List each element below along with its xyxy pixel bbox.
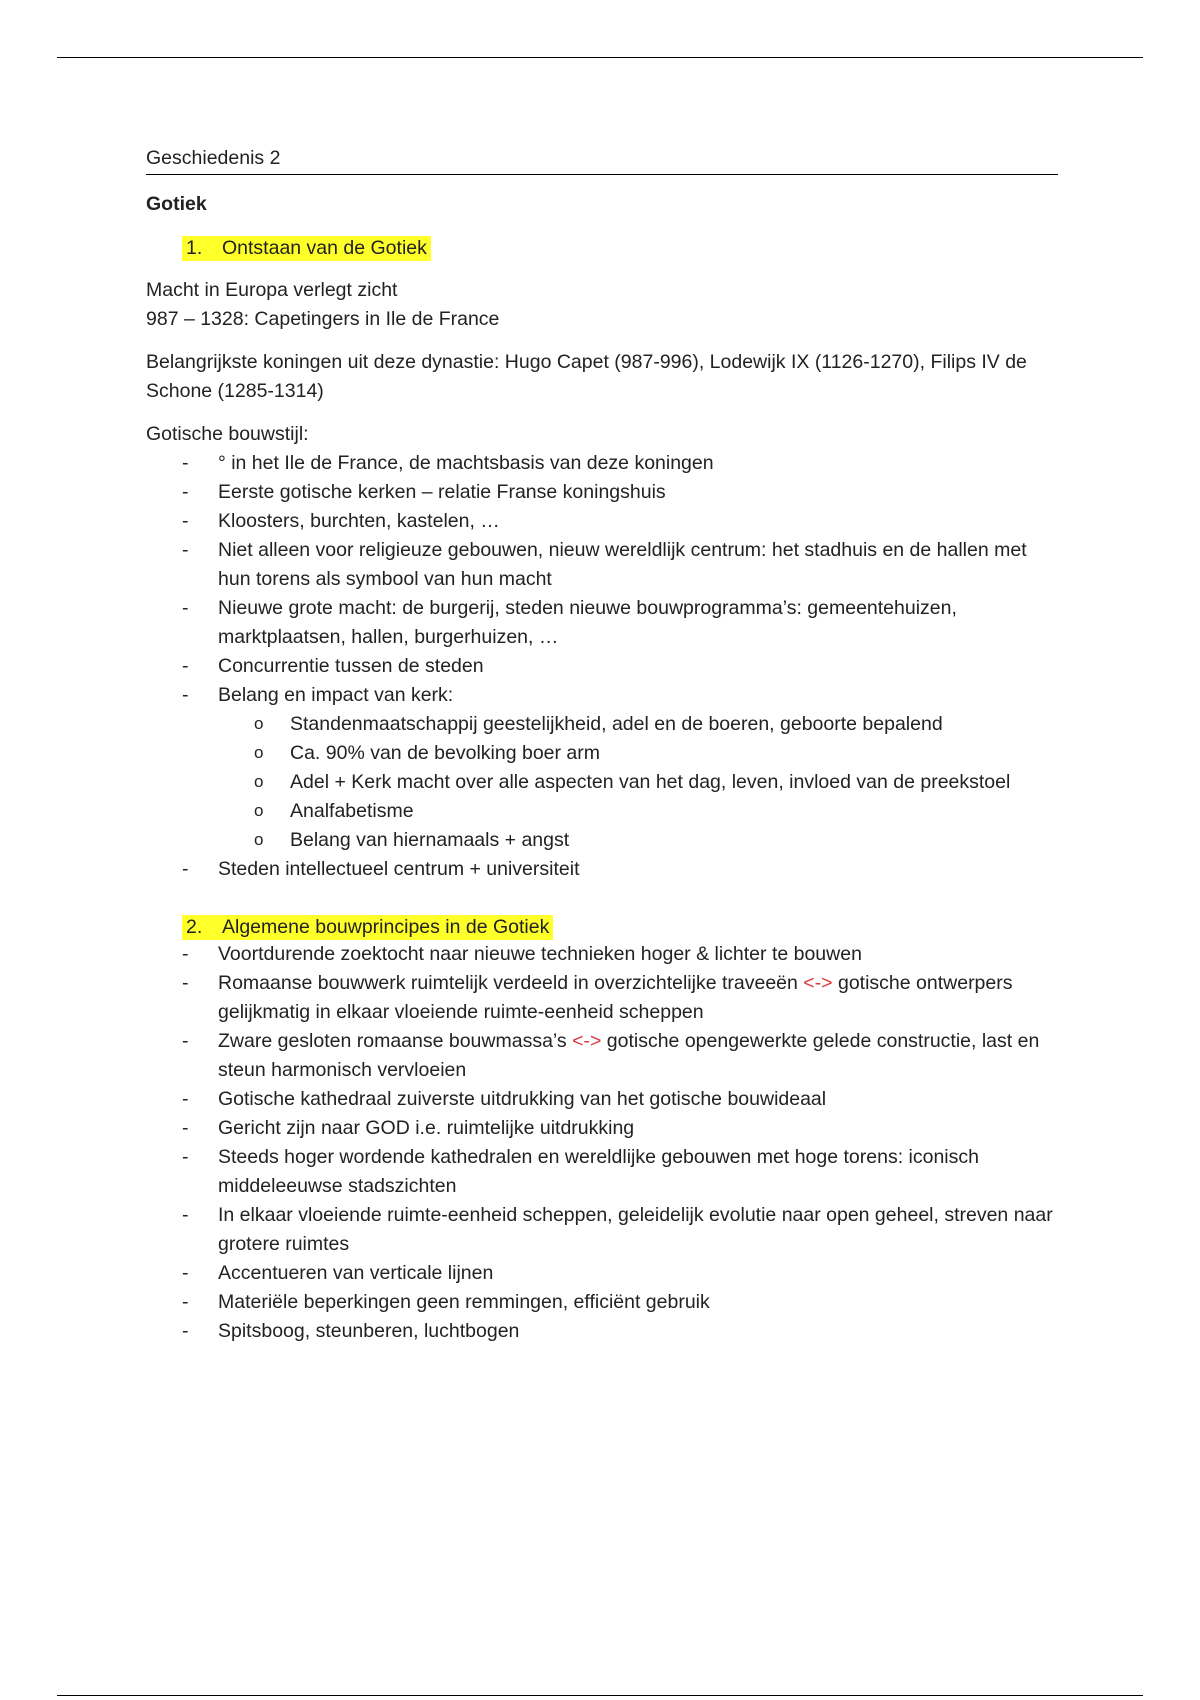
section-1-highlight: [182, 236, 431, 261]
sub-list-item: o Analfabetisme: [218, 797, 1058, 826]
list-item: - Voortdurende zoektocht naar nieuwe technieken hoger & lichter te bouwen: [146, 940, 1058, 969]
list-item: - Steeds hoger wordende kathedralen en wereldlijke gebouwen met hoge torens: iconisch middeleeuwse stadszichten: [146, 1143, 1058, 1201]
list-item: - Nieuwe grote macht: de burgerij, steden nieuwe bouwprogramma’s: gemeentehuizen, marktplaatsen, hallen, burgerhuizen, …: [146, 594, 1058, 652]
document-title: Gotiek: [146, 193, 207, 215]
list-item: [146, 1027, 1058, 1085]
list-item: - Concurrentie tussen de steden: [146, 652, 1058, 681]
list-item-church: [146, 681, 1058, 855]
sub-list-item: o Belang van hiernamaals + angst: [218, 826, 1058, 855]
contrast-arrow: <->: [803, 972, 833, 994]
page-top-rule: [57, 57, 1143, 58]
list-item-text: gotische opengewerkte gelede constructie, last en steun harmonisch vervloeien: [218, 1030, 1040, 1081]
page-bottom-rule: [57, 1695, 1143, 1696]
list-item: - Accentueren van verticale lijnen: [146, 1259, 1058, 1288]
kings-paragraph: Belangrijkste koningen uit deze dynastie: Hugo Capet (987-996), Lodewijk IX (1126-1270), Filips IV de Schone (1285-1314): [146, 351, 1027, 402]
list-item: - Materiële beperkingen geen remmingen, efficiënt gebruik: [146, 1288, 1058, 1317]
list-item: - ° in het Ile de France, de machtsbasis van deze koningen: [146, 449, 1058, 478]
list-item: - Gotische kathedraal zuiverste uitdrukking van het gotische bouwideaal: [146, 1085, 1058, 1114]
list-item: - In elkaar vloeiende ruimte-eenheid scheppen, geleidelijk evolutie naar open geheel, streven naar grotere ruimtes: [146, 1201, 1058, 1259]
list-item-text: Romaanse bouwwerk ruimtelijk verdeeld in overzichtelijke traveeën: [218, 972, 804, 994]
sub-list-item: o Standenmaatschappij geestelijkheid, adel en de boeren, geboorte bepalend: [218, 710, 1058, 739]
section-1-list: [146, 449, 1058, 884]
section-1-number: 1.: [186, 237, 203, 259]
sub-list-item: o Ca. 90% van de bevolking boer arm: [218, 739, 1058, 768]
style-label: Gotische bouwstijl:: [146, 423, 309, 445]
section-1-title: Ontstaan van de Gotiek: [222, 237, 427, 259]
sub-list-item: o Adel + Kerk macht over alle aspecten van het dag, leven, invloed van de preekstoel: [218, 768, 1058, 797]
list-item: [146, 969, 1058, 1027]
section-2-list: [146, 940, 1058, 1346]
intro-line-1: Macht in Europa verlegt zicht: [146, 279, 398, 301]
list-item-label: Belang en impact van kerk:: [218, 684, 454, 706]
section-2-title: Algemene bouwprincipes in de Gotiek: [222, 916, 550, 938]
list-item: - Kloosters, burchten, kastelen, …: [146, 507, 1058, 536]
section-1-heading: [182, 235, 1058, 261]
list-item: - Steden intellectueel centrum + universiteit: [146, 855, 1058, 884]
list-item: - Spitsboog, steunberen, luchtbogen: [146, 1317, 1058, 1346]
list-item-text: gotische ontwerpers gelijkmatig in elkaar vloeiende ruimte-eenheid scheppen: [218, 972, 1013, 1023]
intro-line-2: 987 – 1328: Capetingers in Ile de France: [146, 308, 500, 330]
section-2-number: 2.: [186, 916, 203, 938]
intro-paragraph: [146, 276, 1058, 334]
section-2-highlight: [182, 915, 553, 940]
list-item: - Gericht zijn naar GOD i.e. ruimtelijke uitdrukking: [146, 1114, 1058, 1143]
list-item-text: Zware gesloten romaanse bouwmassa’s: [218, 1030, 573, 1052]
list-item: - Eerste gotische kerken – relatie Franse koningshuis: [146, 478, 1058, 507]
sub-list: [218, 710, 1058, 855]
section-2-heading: [182, 914, 1058, 940]
list-item: - Niet alleen voor religieuze gebouwen, nieuw wereldlijk centrum: het stadhuis en de hallen met hun torens als symbool van hun macht: [146, 536, 1058, 594]
contrast-arrow: <->: [572, 1030, 602, 1052]
document-body: [146, 145, 1058, 1346]
document-header: Geschiedenis 2: [146, 145, 1058, 175]
